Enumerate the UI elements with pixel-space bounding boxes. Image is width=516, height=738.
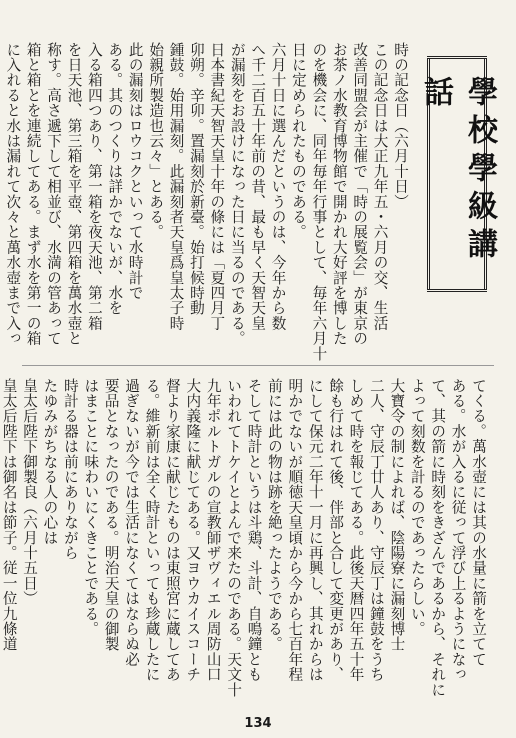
text-column: 二人、守辰丁廿人あり、守辰丁は鐘鼓をうち bbox=[367, 378, 385, 682]
text-column: 明かでないが順徳天皇頃から今から七百年程 bbox=[286, 378, 304, 682]
text-column: 餘も行はれて後、伴部と合して変更があり、 bbox=[327, 378, 345, 682]
text-column: そして時計というは斗鶏、斗計、自鳴鐘とも bbox=[245, 378, 263, 682]
text-column: 称す。高さ遞下して相並び、水満の管あって bbox=[45, 42, 63, 346]
section-title: 學校學級講話 bbox=[418, 76, 497, 266]
text-column: 過ぎないが今では生活になくてはならぬ必 bbox=[123, 378, 141, 667]
text-column: いわれてトケイとよんで来たのである。天文十 bbox=[225, 378, 243, 698]
section-title-box bbox=[418, 58, 497, 290]
text-column: 此の漏刻はロウコクといって水時計で bbox=[126, 42, 144, 301]
text-column: この記念日は大正九年五・六月の交、生活 bbox=[371, 42, 389, 331]
text-column: を日天池、第三箱を平壺、第四箱を萬水壺と bbox=[65, 42, 83, 346]
text-column: 九年ポルトガルの宣教師ザヴィエル周防山口 bbox=[204, 378, 222, 682]
text-column: たゆみがちなる人の心は bbox=[41, 378, 59, 546]
text-column: が漏刻をお設けになった日に当るのである。 bbox=[228, 42, 246, 346]
text-column: しめて時を報じてある。此後天暦四年五十年 bbox=[347, 378, 365, 682]
text-column: 督より家康に献じたものは東照宮に蔵してあ bbox=[163, 378, 181, 682]
text-column: 卯朔。辛卯。置漏刻於新臺。始打候時動 bbox=[187, 42, 205, 316]
text-column: 要品となったのである。明治天皇の御製 bbox=[102, 378, 120, 652]
text-column: にして保元二年十一月に再興し、其れからは bbox=[306, 378, 324, 682]
text-column: 日本書紀天智天皇十年の條には「夏四月丁 bbox=[208, 42, 226, 331]
text-column: のを機会に、同年毎年行事として、毎年六月十 bbox=[310, 42, 328, 362]
text-column: 時計る器は前にありながら bbox=[61, 378, 79, 561]
text-column: 皇太后陛下御製良（六月十五日） bbox=[21, 378, 39, 606]
text-column: 大寶令の制によれば、陰陽寮に漏刻博士 bbox=[388, 378, 406, 652]
text-column: てくる。萬水壺には其の水量に箭を立てて bbox=[470, 378, 487, 667]
text-column: 時の記念日（六月十日） bbox=[392, 42, 409, 210]
bottom-text-block bbox=[0, 378, 488, 698]
page-number: 134 bbox=[244, 716, 272, 731]
text-column: 皇太后陛下は御名は節子。従一位九條道 bbox=[0, 378, 18, 652]
text-column: はまことに味わいにくきことである。 bbox=[82, 378, 100, 637]
text-column: 六月十日に選んだというのは、今年から数 bbox=[269, 42, 287, 331]
text-column: へ千二百五十年前の昔、最も早く天智天皇 bbox=[249, 42, 267, 331]
text-column: お茶ノ水教育博物館で開かれ大好評を博した bbox=[330, 42, 348, 346]
text-column: 鍾鼓。始用漏刻。此漏刻者天皇爲皇太子時 bbox=[167, 42, 185, 331]
section-divider bbox=[22, 365, 494, 366]
text-column: て、其の箭に時刻をきざんであるから、それに bbox=[429, 378, 447, 698]
text-column: よって刻数を計るのであったらしい。 bbox=[408, 378, 426, 637]
top-text-block bbox=[4, 42, 410, 362]
text-column: 大内義隆に献じてある。又ヨウカイスコーチ bbox=[184, 378, 202, 682]
text-column: 改善同盟会が主催で「時の展覧会」が東京の bbox=[351, 42, 369, 346]
text-column: ある。其のつくりは詳かでないが、水を bbox=[106, 42, 124, 316]
text-column: る。維新前は全く時計といっても珍蔵したに bbox=[143, 378, 161, 682]
text-column: ある。水が入るに従って浮び上るようになっ bbox=[449, 378, 467, 682]
text-column: 前には此の物は跡を絶ったようである。 bbox=[265, 378, 283, 652]
text-column: 始親所製造也云々」とある。 bbox=[147, 42, 165, 240]
text-column: 日に定められたものである。 bbox=[289, 42, 307, 240]
text-column: 箱と箱とを連続してある。まず水を第一の箱 bbox=[24, 42, 42, 346]
text-column: に入れると水は漏れて次々と萬水壺まで入っ bbox=[4, 42, 22, 346]
text-column: 入る箱四つあり、第一箱を夜天池、第二箱 bbox=[85, 42, 103, 331]
